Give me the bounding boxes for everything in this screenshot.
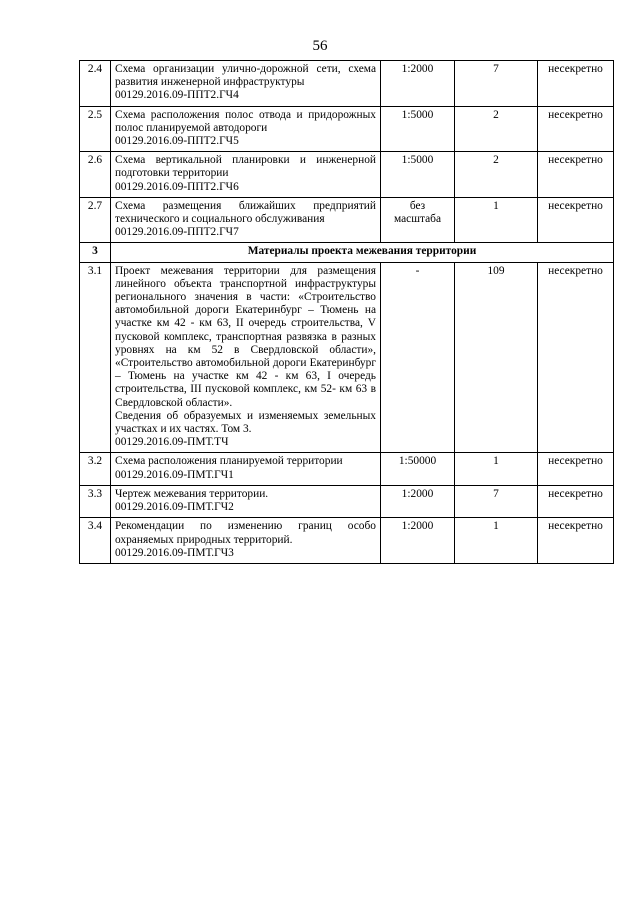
secrecy-cell: несекретно: [538, 453, 614, 485]
scale-cell: 1:2000: [381, 518, 455, 564]
document-code: 00129.2016.09-ППТ2.ГЧ5: [115, 135, 239, 148]
sheets-cell: 7: [455, 61, 538, 107]
table-row: [80, 61, 614, 107]
sheets-cell: 2: [455, 152, 538, 198]
section-title: Материалы проекта межевания территории: [111, 243, 614, 262]
scale-cell: без масштаба: [381, 197, 455, 243]
sheets-cell: 1: [455, 453, 538, 485]
sheets-cell: 1: [455, 518, 538, 564]
document-title: Рекомендации по изменению границ особо охраняемых природных территорий.: [115, 520, 376, 546]
document-code: 00129.2016.09-ППТ2.ГЧ6: [115, 180, 239, 193]
table-row: [80, 152, 614, 198]
document-title-cell: [111, 518, 381, 564]
sheets-cell: 7: [455, 485, 538, 517]
row-number: 2.7: [80, 197, 111, 243]
document-code: 00129.2016.09-ПМТ.ТЧ: [115, 436, 229, 449]
document-title: Схема расположения полос отвода и придорожных полос планируемой автодороги: [115, 108, 376, 134]
scale-cell: 1:50000: [381, 453, 455, 485]
secrecy-cell: несекретно: [538, 197, 614, 243]
document-title-cell: [111, 61, 381, 107]
document-code: 00129.2016.09-ППТ2.ГЧ7: [115, 226, 239, 239]
document-title-cell: [111, 152, 381, 198]
row-number: 3.2: [80, 453, 111, 485]
row-number: 2.5: [80, 106, 111, 152]
document-code: 00129.2016.09-ППТ2.ГЧ4: [115, 89, 239, 102]
secrecy-cell: несекретно: [538, 485, 614, 517]
secrecy-cell: несекретно: [538, 61, 614, 107]
document-title-cell: [111, 453, 381, 485]
document-title-cell: [111, 262, 381, 453]
table-row: [80, 485, 614, 517]
document-code: 00129.2016.09-ПМТ.ГЧ1: [115, 468, 234, 481]
secrecy-cell: несекретно: [538, 152, 614, 198]
row-number: 3.3: [80, 485, 111, 517]
document-title: Схема расположения планируемой территории: [115, 455, 343, 468]
section-row: [80, 243, 614, 262]
page-number: 56: [312, 38, 328, 54]
document-title-cell: [111, 485, 381, 517]
document-title: Проект межевания территории для размещения линейного объекта транспортной инфраструктуры регионального значения в части: «Строительство автомобильной дороги Екатеринбург – Тюмень на участке км 42 - км 63, II очередь строительства, V пусковой комплекс, транспортная развязка в разных уровнях на км 52 в Свердловской области», «Строительство автомобильной дороги Екатеринбург – Тюмень на участке км 42 - км 63, I очередь строительства, III пусковой комплекс, км 52- км 63 в Свердловской области».: [115, 264, 376, 409]
row-number: 2.4: [80, 61, 111, 107]
table-row: [80, 197, 614, 243]
document-code: 00129.2016.09-ПМТ.ГЧ3: [115, 546, 234, 559]
table-row: [80, 262, 614, 453]
document-title: Чертеж межевания территории.: [115, 487, 269, 500]
document-title: Схема вертикальной планировки и инженерной подготовки территории: [115, 154, 376, 180]
table-row: [80, 453, 614, 485]
scale-cell: 1:5000: [381, 106, 455, 152]
table-row: [80, 106, 614, 152]
document-subtitle: Сведения об образуемых и изменяемых земельных участках и их частях. Том 3.: [115, 409, 376, 436]
row-number: 3.4: [80, 518, 111, 564]
sheets-cell: 1: [455, 197, 538, 243]
scale-cell: -: [381, 262, 455, 453]
table-row: [80, 518, 614, 564]
document-title: Схема организации улично-дорожной сети, схема развития инженерной инфраструктуры: [115, 63, 376, 89]
secrecy-cell: несекретно: [538, 262, 614, 453]
scale-cell: 1:5000: [381, 152, 455, 198]
documents-table: [79, 60, 614, 564]
document-code: 00129.2016.09-ПМТ.ГЧ2: [115, 501, 234, 514]
row-number: 3.1: [80, 262, 111, 453]
secrecy-cell: несекретно: [538, 518, 614, 564]
document-title-cell: [111, 106, 381, 152]
document-title: Схема размещения ближайших предприятий технического и социального обслуживания: [115, 199, 376, 226]
secrecy-cell: несекретно: [538, 106, 614, 152]
sheets-cell: 109: [455, 262, 538, 453]
scale-cell: 1:2000: [381, 485, 455, 517]
section-number: 3: [80, 243, 111, 262]
row-number: 2.6: [80, 152, 111, 198]
scale-cell: 1:2000: [381, 61, 455, 107]
document-title-cell: [111, 197, 381, 243]
sheets-cell: 2: [455, 106, 538, 152]
